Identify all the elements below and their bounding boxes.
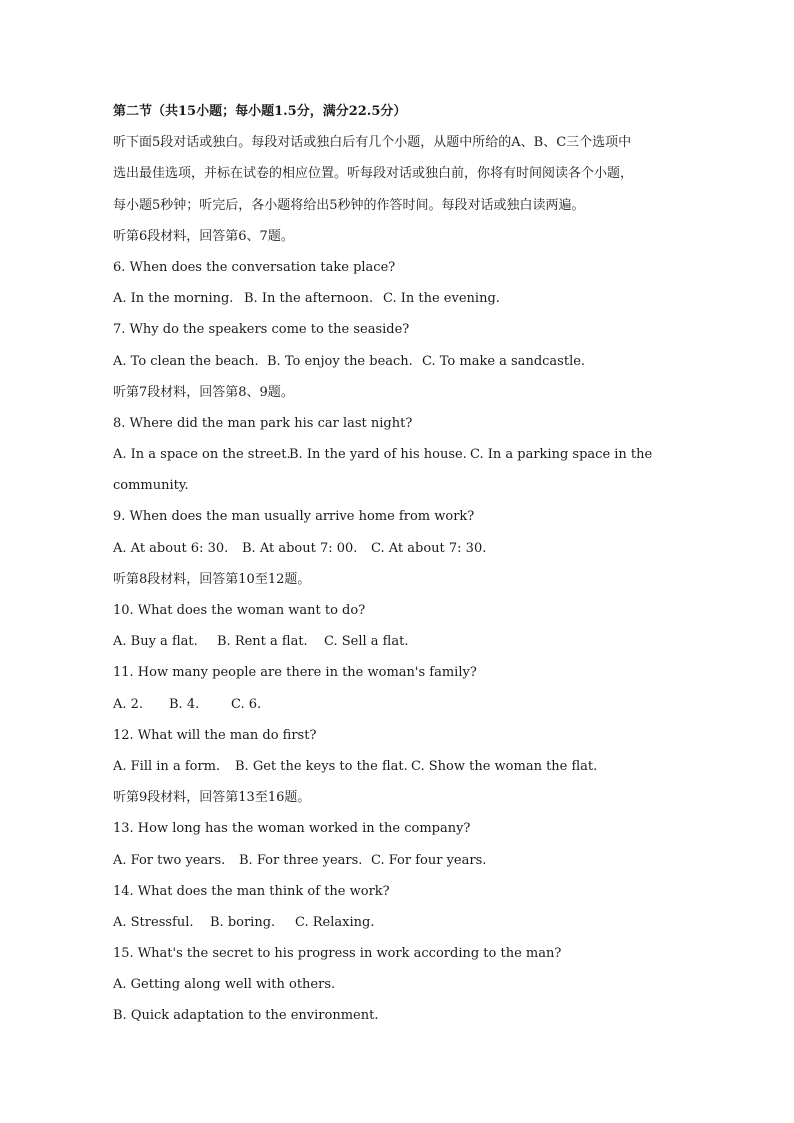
option-row: [113, 756, 693, 787]
option-b: B. In the afternoon.: [244, 291, 374, 307]
option-a: A. At about 6: 30.: [113, 540, 229, 556]
option-a: A. In a space on the street.: [113, 447, 291, 463]
option-c: C. To make a sandcastle.: [422, 353, 586, 369]
option-a: A. To clean the beach.: [113, 353, 259, 369]
option-row: [113, 288, 693, 319]
option-b: B. Rent a flat.: [217, 634, 308, 650]
option-a: A. 2.: [113, 696, 144, 712]
question-stem: 10. What does the woman want to do?: [113, 603, 366, 618]
option-c: C. At about 7: 30.: [371, 540, 487, 556]
option-b: B. Get the keys to the flat.: [235, 758, 408, 774]
option-row: [113, 694, 693, 725]
option-b: B. For three years.: [239, 852, 363, 868]
option-c: C. In the evening.: [383, 291, 500, 307]
question-stem: 6. When does the conversation take place?: [113, 259, 396, 275]
option-row: [113, 631, 693, 662]
option-b: B. Quick adaptation to the environment.: [113, 1008, 379, 1024]
option-c: C. 6.: [231, 696, 262, 712]
option-b: B. To enjoy the beach.: [267, 353, 413, 369]
option-c: C. Show the woman the flat.: [411, 758, 598, 774]
option-row: [113, 351, 693, 382]
question-stem: 9. When does the man usually arrive home from work?: [113, 509, 475, 525]
instruction-line: 每小题5秒钟；听完后，各小题将给出5秒钟的作答时间。每段对话或独白读两遍。: [113, 197, 585, 213]
group-intro: 听第7段材料，回答第8、9题。: [113, 384, 294, 400]
option-c: C. For four years.: [371, 852, 487, 868]
option-a: A. Fill in a form.: [113, 758, 221, 774]
question-stem: 15. What's the secret to his progress in work according to the man?: [113, 946, 562, 962]
question-stem: 12. What will the man do first?: [113, 727, 317, 743]
option-c: C. In a parking space in the: [470, 447, 653, 463]
question-stem: 7. Why do the speakers come to the seaside?: [113, 322, 410, 338]
option-c: C. Sell a flat.: [324, 634, 409, 650]
option-c: C. Relaxing.: [295, 914, 375, 930]
instruction-line: 选出最佳选项，并标在试卷的相应位置。听每段对话或独白前，你将有时间阅读各个小题，: [113, 166, 634, 182]
option-b: B. In the yard of his house.: [289, 447, 467, 463]
option-continuation: community.: [113, 478, 189, 494]
option-a: A. In the morning.: [113, 291, 234, 307]
option-a: A. Getting along well with others.: [113, 977, 336, 993]
option-a: A. For two years.: [113, 852, 226, 868]
group-intro: 听第9段材料，回答第13至16题。: [113, 790, 311, 806]
option-row: [113, 444, 693, 475]
option-a: A. Stressful.: [113, 914, 194, 930]
question-stem: 8. Where did the man park his car last night?: [113, 415, 413, 431]
question-stem: 11. How many people are there in the woman's family?: [113, 665, 477, 681]
group-intro: 听第6段材料，回答第6、7题。: [113, 228, 294, 244]
option-b: B. boring.: [210, 914, 276, 930]
question-stem: 13. How long has the woman worked in the company?: [113, 821, 471, 837]
option-row: [113, 538, 693, 569]
option-b: B. 4.: [169, 696, 200, 712]
section-title: 第二节（共15小题；每小题1.5分，满分22.5分）: [113, 104, 407, 119]
question-stem: 14. What does the man think of the work?: [113, 883, 390, 899]
option-row: [113, 912, 693, 943]
option-a: A. Buy a flat.: [113, 634, 198, 650]
option-row: [113, 850, 693, 881]
option-b: B. At about 7: 00.: [242, 540, 358, 556]
group-intro: 听第8段材料，回答第10至12题。: [113, 571, 311, 587]
listening-section: [113, 101, 693, 1037]
instruction-line: 听下面5段对话或独白。每段对话或独白后有几个小题，从题中所给的A、B、C三个选项中: [113, 135, 632, 151]
